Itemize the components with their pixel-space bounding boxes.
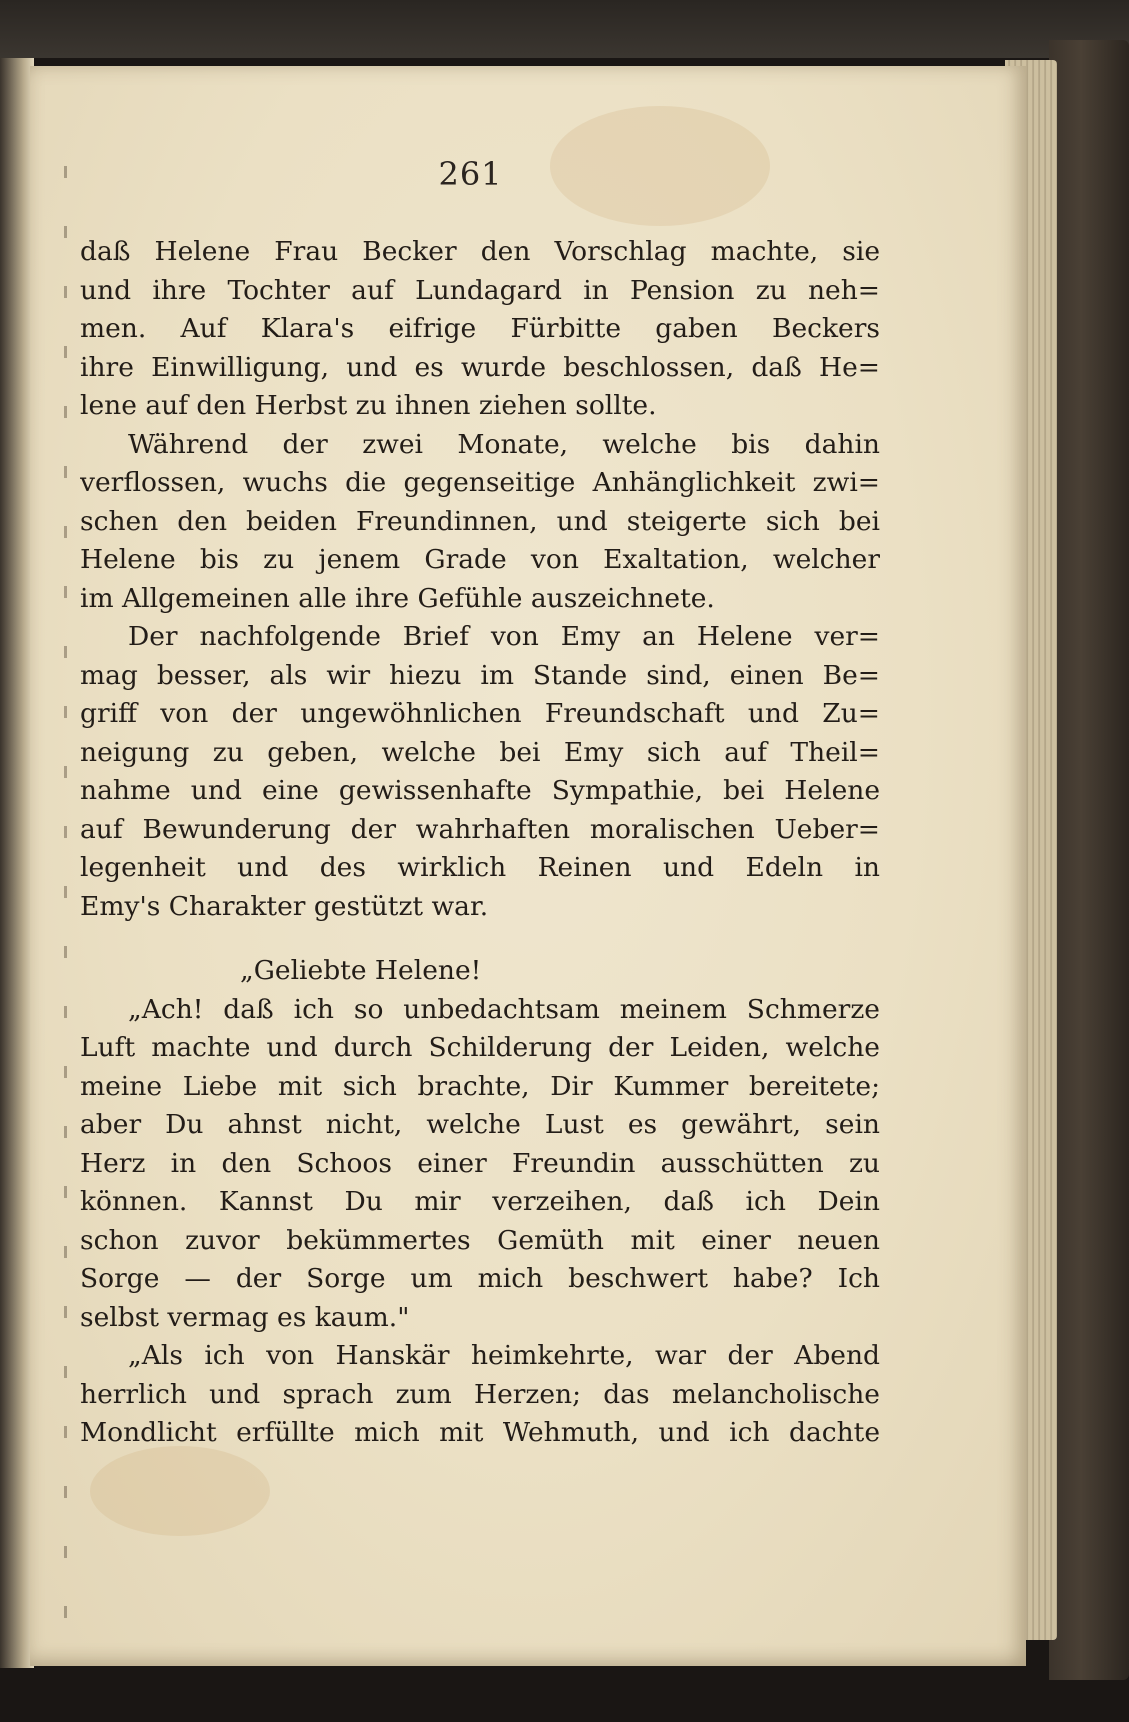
text-line: aber Du ahnst nicht, welche Lust es gewährt, sein: [80, 1109, 880, 1140]
paragraph-gap: [80, 926, 880, 952]
text-line: können. Kannst Du mir verzeihen, daß ich Dein: [80, 1186, 880, 1217]
text-line: Herz in den Schoos einer Freundin ausschütten zu: [80, 1147, 880, 1179]
page-number: 261: [438, 155, 503, 193]
text-line: im Allgemeinen alle ihre Gefühle auszeichnete.: [80, 582, 715, 614]
text-line: ihre Einwilligung, und es wurde beschlossen, daß He=: [80, 351, 880, 383]
text-line: „Als ich von Hanskär heimkehrte, war der Abend: [128, 1340, 880, 1371]
text-line: neigung zu geben, welche bei Emy sich auf Theil=: [80, 736, 880, 768]
text-line: mag besser, als wir hiezu im Stande sind, einen Be=: [80, 659, 880, 691]
book-cover-right: [1049, 40, 1129, 1680]
book-cover-top: [0, 0, 1129, 58]
text-line: lene auf den Herbst zu ihnen ziehen sollte.: [80, 390, 657, 421]
margin-marks: [64, 166, 67, 1666]
text-line: men. Auf Klara's eifrige Fürbitte gaben Beckers: [80, 313, 880, 344]
text-line: Luft machte und durch Schilderung der Leiden, welche: [80, 1032, 880, 1063]
text-line: auf Bewunderung der wahrhaften moralischen Ueber=: [80, 813, 880, 845]
text-line: selbst vermag es kaum.": [80, 1301, 410, 1333]
text-line: „Ach! daß ich so unbedachtsam meinem Schmerze: [128, 993, 880, 1025]
text-line: Sorge — der Sorge um mich beschwert habe? Ich: [80, 1263, 880, 1294]
text-line: Der nachfolgende Brief von Emy an Helene ver=: [128, 621, 880, 652]
text-line: und ihre Tochter auf Lundagard in Pension zu neh=: [80, 274, 880, 306]
text-line: Helene bis zu jenem Grade von Exaltation, welcher: [80, 544, 880, 575]
text-line: griff von der ungewöhnlichen Freundschaft und Zu=: [80, 698, 880, 729]
body-text: [80, 233, 880, 1453]
text-line: verflossen, wuchs die gegenseitige Anhänglichkeit zwi=: [80, 467, 880, 498]
text-line: Während der zwei Monate, welche bis dahin: [128, 428, 880, 460]
text-line: Emy's Charakter gestützt war.: [80, 890, 489, 922]
text-line: legenheit und des wirklich Reinen und Edeln in: [80, 852, 880, 883]
text-line: schon zuvor bekümmertes Gemüth mit einer neuen: [80, 1224, 880, 1256]
text-line: herrlich und sprach zum Herzen; das melancholische: [80, 1378, 880, 1410]
text-line: daß Helene Frau Becker den Vorschlag machte, sie: [80, 236, 880, 267]
text-line: schen den beiden Freundinnen, und steigerte sich bei: [80, 505, 880, 537]
letter-salutation: „Geliebte Helene!: [240, 955, 482, 986]
paper-stain: [90, 1446, 270, 1536]
text-line: Mondlicht erfüllte mich mit Wehmuth, und ich dachte: [80, 1417, 880, 1448]
gutter-edge: [0, 58, 34, 1668]
text-line: meine Liebe mit sich brachte, Dir Kummer bereitete;: [80, 1070, 880, 1102]
text-line: nahme und eine gewissenhafte Sympathie, bei Helene: [80, 775, 880, 806]
